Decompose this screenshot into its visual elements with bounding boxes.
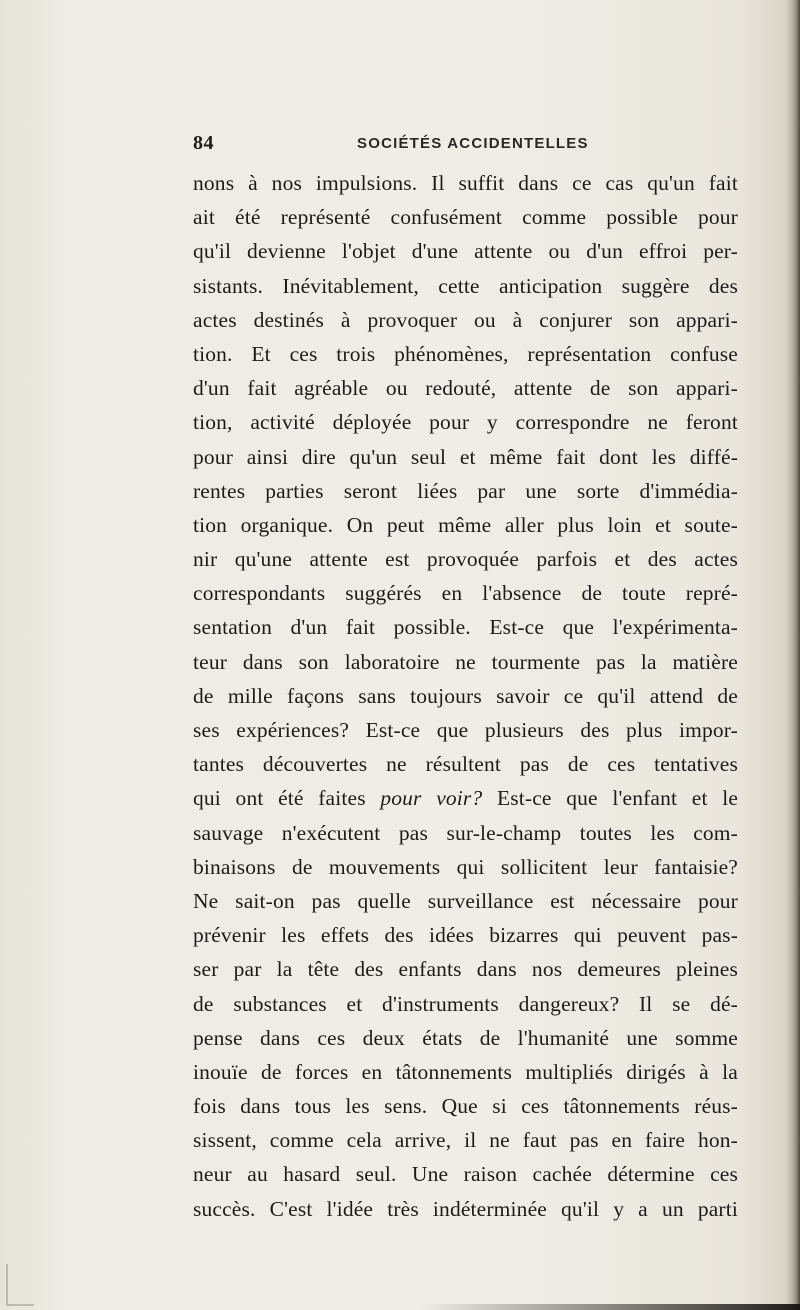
text-line: ses expériences? Est-ce que plusieurs des plus impor- xyxy=(193,718,738,742)
text-line: de substances et d'instruments dangereux? Il se dé- xyxy=(193,991,738,1016)
text-line: fois dans tous les sens. Que si ces tâtonnements réus- xyxy=(193,1094,738,1119)
text-line: ser par la tête des enfants dans nos demeures pleines xyxy=(193,957,738,982)
text-line: inouïe de forces en tâtonnements multipliés dirigés à la xyxy=(193,1059,738,1084)
text-line: teur dans son laboratoire ne tourmente pas la matière xyxy=(193,649,738,674)
page-bottom-shadow xyxy=(420,1304,800,1310)
text-line: sauvage n'exécutent pas sur-le-champ toutes les com- xyxy=(193,820,738,845)
body-text xyxy=(193,166,738,1226)
page-number: 84 xyxy=(193,132,214,154)
text-line: tion. Et ces trois phénomènes, représentation confuse xyxy=(193,341,738,366)
text-line: tantes découvertes ne résultent pas de ces tentatives xyxy=(193,752,738,777)
page-corner-mark xyxy=(6,1264,34,1306)
page-header xyxy=(193,132,753,162)
text-line: nons à nos impulsions. Il suffit dans ce cas qu'un fait xyxy=(193,171,738,195)
text-line: Ne sait-on pas quelle surveillance est nécessaire pour xyxy=(193,888,738,913)
text-line: actes destinés à provoquer ou à conjurer son appari- xyxy=(193,307,738,332)
text-line: pour ainsi dire qu'un seul et même fait dont les diffé- xyxy=(193,444,738,469)
text-line: pense dans ces deux états de l'humanité une somme xyxy=(193,1025,738,1050)
text-line: ait été représenté confusément comme possible pour xyxy=(193,205,738,230)
text-line: succès. C'est l'idée très indéterminée qu'il y a un parti xyxy=(193,1196,738,1221)
book-binding-edge xyxy=(786,0,800,1310)
text-line: rentes parties seront liées par une sorte d'immédia- xyxy=(193,478,738,503)
text-line: prévenir les effets des idées bizarres qui peuvent pas- xyxy=(193,923,738,948)
italic-phrase: pour voir? xyxy=(380,786,483,811)
text-line: neur au hasard seul. Une raison cachée détermine ces xyxy=(193,1162,738,1187)
text-line: tion organique. On peut même aller plus loin et soute- xyxy=(193,512,738,537)
text-line: qu'il devienne l'objet d'une attente ou d'un effroi per- xyxy=(193,239,738,264)
running-head: SOCIÉTÉS ACCIDENTELLES xyxy=(357,135,589,152)
text-line: correspondants suggérés en l'absence de toute repré- xyxy=(193,581,738,606)
text-line: tion, activité déployée pour y correspondre ne feront xyxy=(193,410,738,435)
text-line: sissent, comme cela arrive, il ne faut pas en faire hon- xyxy=(193,1128,738,1153)
text-line: sistants. Inévitablement, cette anticipation suggère des xyxy=(193,273,738,298)
text-line: binaisons de mouvements qui sollicitent leur fantaisie? xyxy=(193,854,738,879)
text-line-with-italic xyxy=(193,781,738,815)
text-line: sentation d'un fait possible. Est-ce que l'expérimenta- xyxy=(193,615,738,640)
text-line: nir qu'une attente est provoquée parfois et des actes xyxy=(193,547,738,572)
text-line: de mille façons sans toujours savoir ce qu'il attend de xyxy=(193,683,738,708)
text-segment: Est-ce que l'enfant et le xyxy=(496,786,739,811)
text-segment: qui ont été faites xyxy=(193,786,366,811)
text-line: d'un fait agréable ou redouté, attente de son appari- xyxy=(193,376,738,401)
